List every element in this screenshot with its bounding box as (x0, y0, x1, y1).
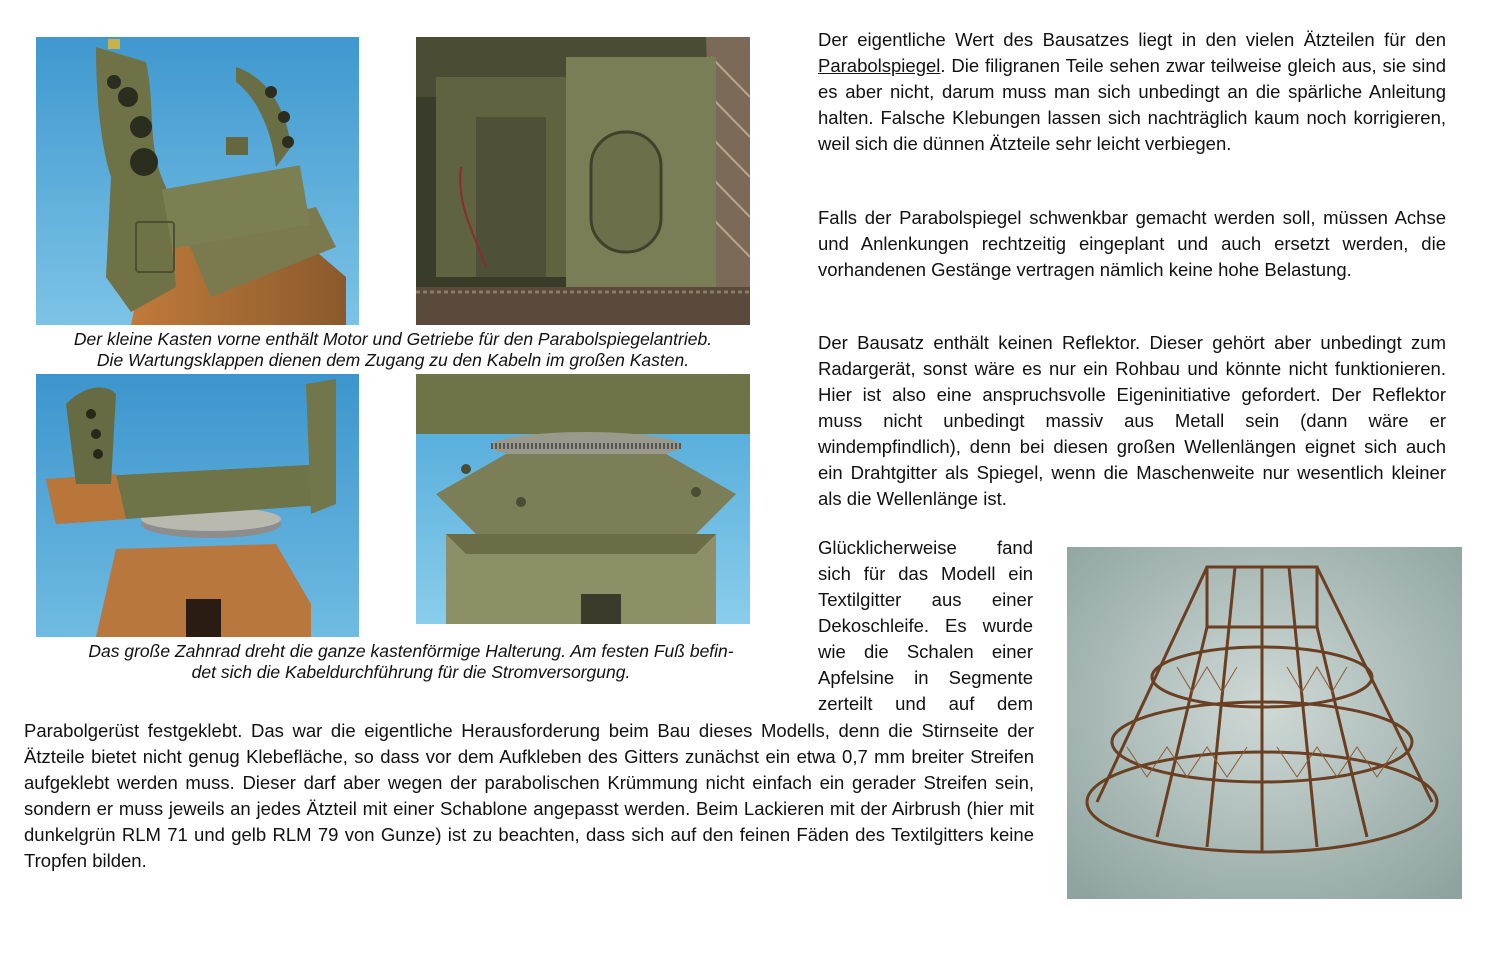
paragraph-etched-parts-text-a: Der eigentliche Wert des Bausatzes liegt in den vielen Ätzteilen für den (818, 29, 1446, 50)
paragraph-reflector: Der Bausatz enthält keinen Reflektor. Dieser gehört aber unbedingt zum Radargerät, sonst wäre es nur ein Rohbau und könnte nicht funktionieren. Hier ist also eine anspruchsvolle Eigeninitiative gefordert. Der Reflektor muss nicht unbedingt massiv aus Metall sein (dann wäre er windempfindlich), denn bei diesen großen Wellenlängen eignet sich auch ein Drahtgitter als Spiegel, wenn die Maschenweite nur wesentlich kleiner als die Wellenlänge ist. (818, 332, 1446, 509)
narrow-line-5: wie die Schalen einer (818, 641, 1033, 662)
narrow-line-1: Glücklicherweise fand (818, 537, 1033, 558)
narrow-line-3: Textilgitter aus einer (818, 589, 1033, 610)
narrow-line-7: zerteilt und auf dem (818, 693, 1033, 714)
photo-reflector-frame (1067, 547, 1462, 899)
narrow-line-4: Dekoschleife. Es wurde (818, 615, 1033, 636)
caption-top (36, 329, 750, 371)
paragraph-swivel: Falls der Parabolspiegel schwenkbar gemacht werden soll, müssen Achse und Anlenkungen rechtzeitig eingeplant und auch ersetzt werden, die vorhandenen Gestänge vertragen nämlich keine hohe Belastung. (818, 207, 1446, 280)
caption-bottom-line-1: Das große Zahnrad dreht die ganze kastenförmige Halterung. Am festen Fuß befin- (88, 641, 734, 661)
narrow-line-2: sich für das Modell ein (818, 563, 1033, 584)
photo-maintenance-hatch (416, 37, 750, 325)
parabolspiegel-link[interactable]: Parabolspiegel (818, 55, 941, 76)
caption-top-line-2: Die Wartungsklappen dienen dem Zugang zu den Kabeln im großen Kasten. (96, 350, 690, 370)
paragraph-textile-grid-narrow (818, 535, 1033, 717)
paragraph-textile-grid-wide: Parabolgerüst festgeklebt. Das war die eigentliche Herausforderung beim Bau dieses Modells, denn die Stirnseite der Ätzteile bietet nicht genug Klebefläche, so dass vor dem Aufkleben des Gitters zunächst ein etwa 0,7 mm breiter Streifen aufgeklebt werden muss. Dieser darf aber wegen der parabolischen Krümmung nicht einfach ein gerader Streifen sein, sondern er muss jeweils an jedes Ätzteil mit einer Schablone angepasst werden. Beim Lackieren mit der Airbrush (hier mit dunkelgrün RLM 71 und gelb RLM 79 von Gunze) ist zu beachten, dass sich auf den feinen Fäden des Textilgitters keine Tropfen bilden. (24, 720, 1034, 871)
narrow-line-6: Apfelsine in Segmente (818, 667, 1033, 688)
photo-bracket-arms (36, 37, 359, 325)
caption-bottom (36, 641, 786, 683)
photo-mount-with-gear (36, 374, 359, 637)
paragraph-etched-parts (818, 27, 1446, 157)
caption-bottom-line-2: det sich die Kabeldurchführung für die Stromversorgung. (191, 662, 631, 682)
photo-gear-closeup (416, 374, 750, 624)
paragraph-etched-parts-text-b: . Die filigranen Teile sehen zwar teilweise gleich aus, sie sind es aber nicht, darum muss man sich unbedingt an die spärliche Anleitung halten. Falsche Klebungen lassen sich nachträglich kaum noch korrigieren, weil sich die dünnen Ätzteile sehr leicht verbiegen. (818, 55, 1446, 154)
caption-top-line-1: Der kleine Kasten vorne enthält Motor und Getriebe für den Parabolspiegelantrieb. (73, 329, 713, 349)
